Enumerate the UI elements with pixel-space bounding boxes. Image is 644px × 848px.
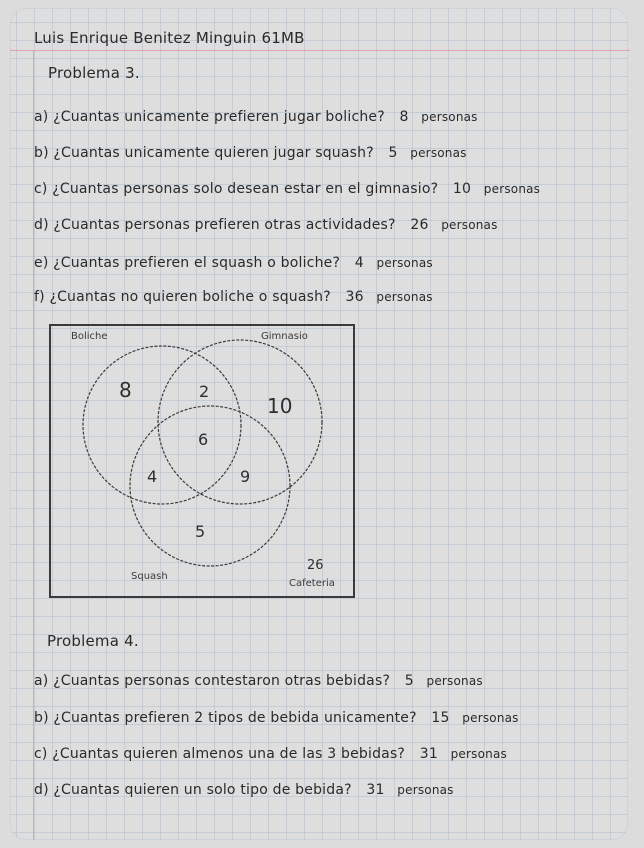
question-text: a) ¿Cuantas personas contestaron otras bebidas? — [34, 673, 391, 689]
problem3-title: Problema 3. — [48, 64, 140, 82]
problem4-question-a — [34, 673, 483, 689]
region-all-three: 6 — [198, 430, 209, 449]
region-boliche-only: 8 — [119, 378, 132, 402]
question-text: b) ¿Cuantas unicamente quieren jugar squash? — [34, 145, 374, 161]
answer-value: 5 — [404, 673, 414, 689]
set-label-boliche: Boliche — [71, 331, 108, 342]
question-text: e) ¿Cuantas prefieren el squash o boliche? — [34, 255, 341, 271]
problem4-question-d — [34, 782, 454, 798]
set-label-gimnasio: Gimnasio — [261, 331, 308, 342]
answer-unit: personas — [421, 110, 478, 124]
answer-value: 8 — [399, 109, 409, 125]
answer-value: 4 — [354, 255, 364, 271]
outside-label-cafeteria: Cafeteria — [289, 578, 335, 589]
answer-value: 26 — [410, 217, 429, 233]
region-outside: 26 — [307, 558, 324, 573]
set-label-squash: Squash — [131, 571, 168, 582]
problem4-title: Problema 4. — [47, 632, 139, 650]
answer-value: 5 — [388, 145, 398, 161]
question-text: c) ¿Cuantas personas solo desean estar en el gimnasio? — [34, 181, 439, 197]
answer-unit: personas — [483, 182, 541, 196]
boliche-circle — [83, 346, 241, 504]
venn-circles — [49, 324, 355, 598]
answer-unit: personas — [397, 783, 454, 797]
answer-value: 36 — [345, 289, 364, 305]
squash-circle — [130, 406, 290, 566]
region-gimnasio-squash: 9 — [240, 467, 251, 486]
question-text: f) ¿Cuantas no quieren boliche o squash? — [34, 289, 331, 305]
answer-value: 15 — [431, 710, 450, 726]
answer-value: 10 — [452, 181, 472, 197]
question-text: a) ¿Cuantas unicamente prefieren jugar boliche? — [34, 109, 385, 125]
problem3-question-f — [34, 289, 433, 305]
problem3-question-a — [34, 109, 478, 125]
answer-unit: personas — [441, 218, 498, 232]
problem4-question-c — [34, 746, 507, 762]
question-text: c) ¿Cuantas quieren almenos una de las 3 bebidas? — [34, 746, 406, 762]
answer-unit: personas — [426, 674, 483, 688]
answer-unit: personas — [376, 290, 433, 304]
problem4-question-b — [34, 710, 519, 726]
region-squash-only: 5 — [195, 522, 206, 541]
answer-unit: personas — [410, 146, 467, 160]
problem3-question-b — [34, 145, 467, 161]
problem3-question-e — [34, 255, 433, 271]
answer-unit: personas — [376, 256, 433, 270]
region-boliche-gimnasio: 2 — [199, 382, 210, 401]
student-name: Luis Enrique Benitez Minguin 61MB — [34, 29, 305, 47]
problem3-question-d — [34, 217, 498, 233]
question-text: d) ¿Cuantas quieren un solo tipo de bebida? — [34, 782, 352, 798]
header-rule — [10, 50, 630, 51]
answer-value: 31 — [366, 782, 385, 798]
answer-unit: personas — [462, 711, 519, 725]
question-text: b) ¿Cuantas prefieren 2 tipos de bebida unicamente? — [34, 710, 417, 726]
venn-diagram — [49, 324, 355, 598]
question-text: d) ¿Cuantas personas prefieren otras actividades? — [34, 217, 396, 233]
answer-value: 31 — [419, 746, 438, 762]
region-boliche-squash: 4 — [147, 467, 158, 486]
problem3-question-c — [34, 181, 540, 197]
answer-unit: personas — [450, 747, 507, 761]
region-gimnasio-only: 10 — [267, 394, 293, 418]
